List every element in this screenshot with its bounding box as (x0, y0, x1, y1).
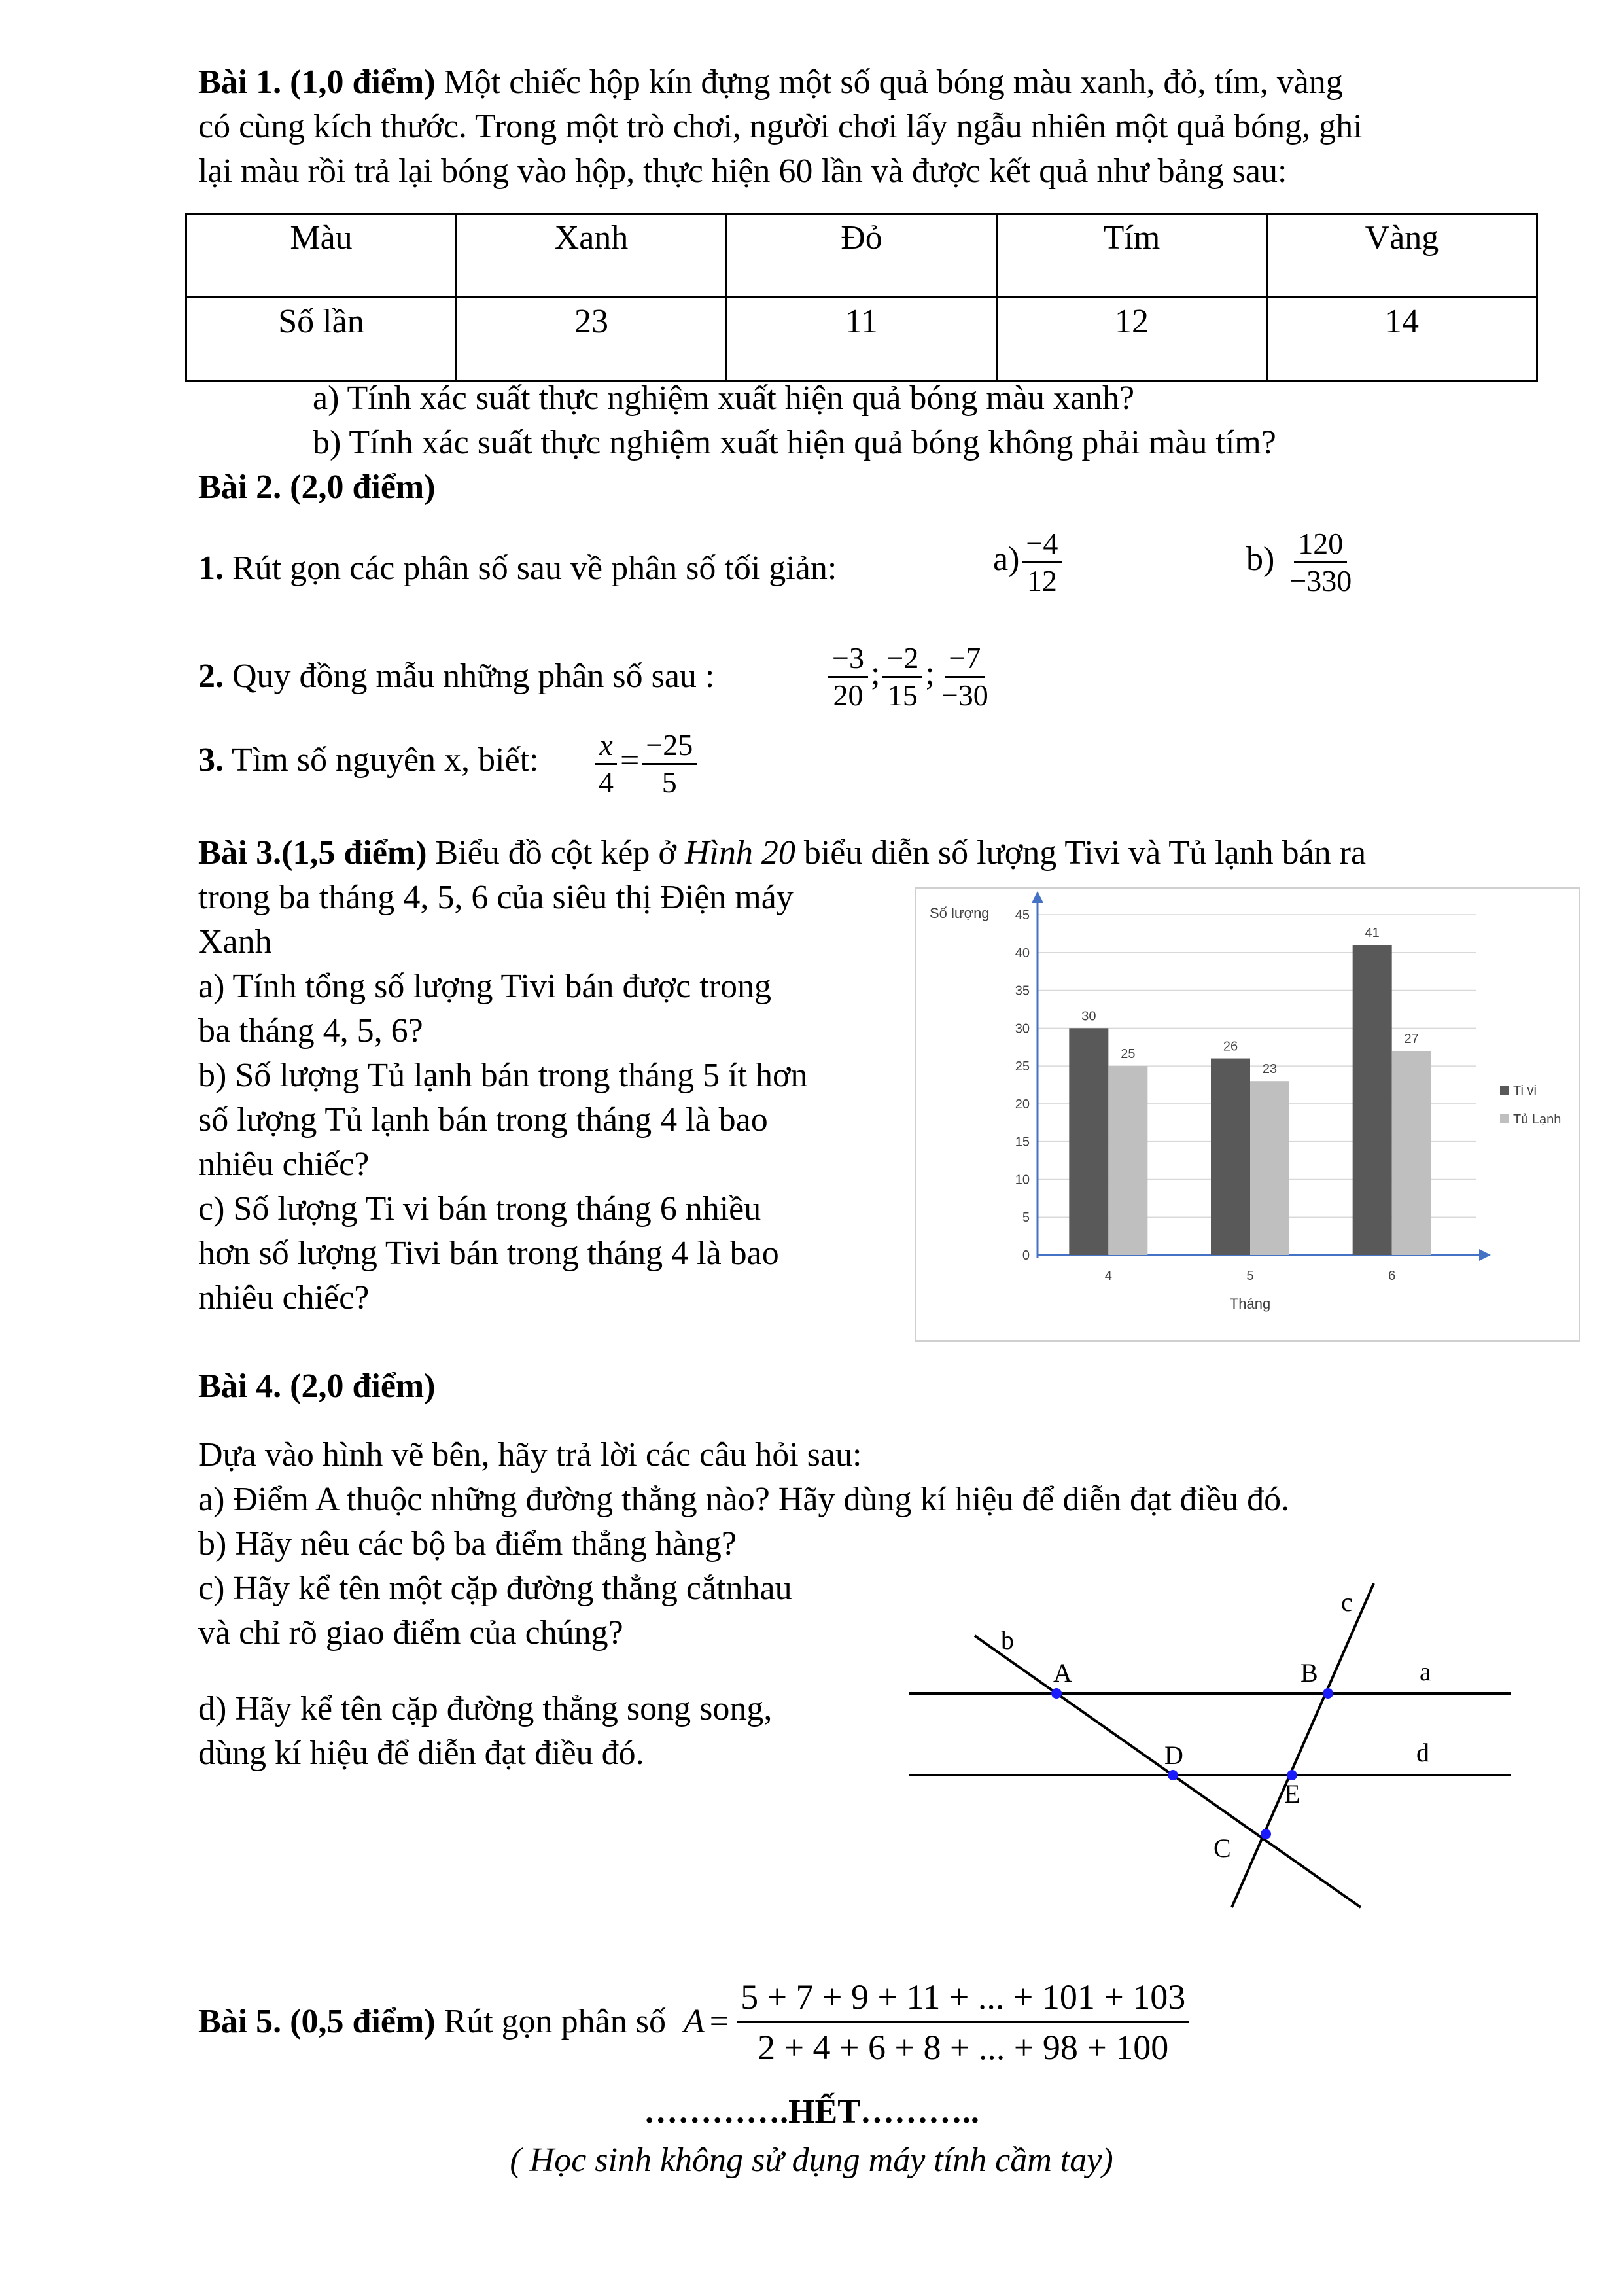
bai3-line: nhiêu chiếc? (198, 1146, 370, 1183)
bai1-table (185, 213, 1538, 382)
x-tick-label: 5 (1246, 1269, 1254, 1283)
y-tick-label: 20 (1015, 1097, 1030, 1112)
point-B (1323, 1688, 1333, 1699)
y-tick-label: 5 (1022, 1210, 1030, 1226)
bai1-line1 (198, 60, 1343, 105)
bai2-q1b-label: b) (1246, 540, 1275, 578)
chart-svg (916, 889, 1579, 1340)
label-D: D (1164, 1740, 1183, 1770)
bai2-heading: Bài 2. (2,0 điểm) (198, 468, 436, 506)
x-tick-label: 6 (1388, 1269, 1396, 1283)
legend-label: Ti vi (1513, 1084, 1537, 1098)
fraction (937, 641, 992, 713)
bai2-q2-text: Quy đồng mẫu những phân số sau : (224, 658, 715, 695)
x-axis-arrow (1479, 1249, 1491, 1261)
legend-swatch (1500, 1086, 1509, 1095)
bai2-q1 (198, 546, 837, 591)
bai4-question-a: a) Điểm A thuộc những đường thẳng nào? Hãy dùng kí hiệu để diễn đạt điều đó. (198, 1481, 1290, 1518)
bai5-fraction (737, 1973, 1189, 2072)
y-tick-label: 30 (1015, 1021, 1030, 1036)
table-cell: 12 (997, 298, 1267, 381)
bai3-intro-2: biểu diễn số lượng Tivi và Tủ lạnh bán ra (795, 834, 1367, 872)
bai1-question-b: b) Tính xác suất thực nghiệm xuất hiện quả bóng không phải màu tím? (313, 424, 1276, 461)
table-cell: 23 (457, 298, 727, 381)
fraction (1022, 526, 1062, 599)
y-axis-arrow (1032, 891, 1043, 903)
table-cell: Tím (997, 214, 1267, 298)
bar (1250, 1081, 1289, 1255)
bai2-q1-num: 1. (198, 550, 224, 587)
y-tick-label: 45 (1015, 908, 1030, 923)
bai2-q1-text: Rút gọn các phân số sau về phân số tối giản: (224, 550, 837, 587)
bai3-line: a) Tính tổng số lượng Tivi bán được trong (198, 968, 771, 1005)
bai1-text1: Một chiếc hộp kín đựng một số quả bóng màu xanh, đỏ, tím, vàng (435, 63, 1343, 101)
table-row (186, 298, 1537, 381)
bai3-line: hơn số lượng Tivi bán trong tháng 4 là bao (198, 1235, 779, 1272)
bar (1211, 1059, 1250, 1255)
y-tick-label: 0 (1022, 1248, 1030, 1263)
fraction (1285, 526, 1355, 599)
bai3-heading: Bài 3.(1,5 điểm) (198, 834, 427, 872)
bai2-q2-num: 2. (198, 658, 224, 695)
data-label: 26 (1223, 1039, 1238, 1054)
data-label: 30 (1081, 1009, 1096, 1024)
label-b: b (1001, 1625, 1014, 1655)
bai3-intro-1: Biểu đồ cột kép ở (427, 834, 685, 872)
bai3-line: c) Số lượng Ti vi bán trong tháng 6 nhiều (198, 1190, 761, 1227)
table-cell: 14 (1267, 298, 1537, 381)
label-d: d (1416, 1738, 1429, 1767)
point-D (1168, 1770, 1178, 1780)
fraction (642, 728, 697, 800)
bai1-line3: lại màu rồi trả lại bóng vào hộp, thực hiện 60 lần và được kết quả như bảng sau: (198, 152, 1287, 190)
line-c (1232, 1583, 1374, 1907)
y-tick-label: 40 (1015, 945, 1030, 961)
y-tick-label: 15 (1015, 1135, 1030, 1150)
bai2-q1a-label: a) (993, 540, 1020, 578)
bar (1392, 1051, 1431, 1255)
bai1-line2: có cùng kích thước. Trong một trò chơi, người chơi lấy ngẫu nhiên một quả bóng, ghi (198, 108, 1363, 145)
denominator: 4 (599, 765, 614, 799)
bai4-question-d1: d) Hãy kể tên cặp đường thẳng song song, (198, 1690, 773, 1727)
bai5-text: Rút gọn phân số (435, 2003, 674, 2040)
label-B: B (1300, 1658, 1318, 1687)
numerator: −2 (882, 641, 922, 678)
bar (1108, 1066, 1147, 1255)
equals-sign: = (620, 742, 640, 779)
numerator: −4 (1022, 526, 1062, 563)
data-label: 23 (1262, 1062, 1278, 1077)
bai4-intro: Dựa vào hình vẽ bên, hãy trả lời các câu hỏi sau: (198, 1436, 862, 1474)
fraction (828, 641, 868, 713)
bai4-question-c1: c) Hãy kể tên một cặp đường thẳng cắtnhau (198, 1570, 792, 1607)
label-C: C (1213, 1833, 1231, 1863)
table-cell: Đỏ (727, 214, 997, 298)
bai3-line: b) Số lượng Tủ lạnh bán trong tháng 5 ít hơn (198, 1057, 808, 1094)
y-tick-label: 35 (1015, 983, 1030, 998)
bai3-figure-ref: Hình 20 (684, 834, 795, 872)
denominator: 15 (887, 678, 918, 712)
geometry-svg (909, 1583, 1531, 1911)
bai3-line: Xanh (198, 923, 272, 961)
data-label: 25 (1121, 1047, 1136, 1062)
bai5 (198, 1969, 1192, 2074)
bai3-line: số lượng Tủ lạnh bán trong tháng 4 là bao (198, 1101, 768, 1139)
bai1-question-a: a) Tính xác suất thực nghiệm xuất hiện quả bóng màu xanh? (313, 380, 1135, 417)
denominator: 2 + 4 + 6 + 8 + ... + 98 + 100 (758, 2027, 1169, 2067)
separator: ; (870, 655, 881, 692)
legend-swatch (1500, 1114, 1509, 1123)
numerator: x (595, 728, 616, 765)
bai5-var: A (683, 2003, 705, 2040)
separator: ; (925, 655, 935, 692)
denominator: 12 (1026, 563, 1057, 597)
bai4-question-d2: dùng kí hiệu để diễn đạt điều đó. (198, 1735, 644, 1772)
x-axis-label: Tháng (1229, 1296, 1271, 1312)
label-A: A (1053, 1658, 1072, 1687)
y-axis-label: Số lượng (930, 905, 990, 921)
label-c: c (1341, 1587, 1353, 1617)
bai4-question-b: b) Hãy nêu các bộ ba điểm thẳng hàng? (198, 1525, 737, 1563)
bai3-intro (198, 831, 1366, 875)
table-cell: Xanh (457, 214, 727, 298)
point-A (1051, 1688, 1062, 1699)
fraction (595, 728, 618, 800)
point-C (1261, 1829, 1271, 1839)
bai4-heading: Bài 4. (2,0 điểm) (198, 1368, 436, 1405)
bai2-q1a (993, 523, 1064, 599)
numerator: 5 + 7 + 9 + 11 + ... + 101 + 103 (737, 1973, 1189, 2023)
denominator: 5 (661, 765, 677, 799)
bar-chart (915, 887, 1580, 1342)
bai4-question-c2: và chỉ rõ giao điểm của chúng? (198, 1614, 623, 1651)
end-marker: ………….HẾT……….. (644, 2093, 979, 2130)
bai3-line: trong ba tháng 4, 5, 6 của siêu thị Điện máy (198, 879, 794, 916)
footer-note: ( Học sinh không sử dụng máy tính cầm tay) (510, 2142, 1113, 2179)
y-tick-label: 25 (1015, 1059, 1030, 1074)
data-label: 41 (1365, 926, 1380, 941)
x-tick-label: 4 (1104, 1269, 1112, 1283)
numerator: −7 (945, 641, 985, 678)
fraction (882, 641, 922, 713)
table-cell: 11 (727, 298, 997, 381)
denominator: −330 (1289, 563, 1352, 597)
bai2-q1b (1246, 523, 1358, 599)
bai3-line: nhiêu chiếc? (198, 1279, 370, 1316)
equals-sign: = (709, 2003, 729, 2040)
bai2-q2-fractions (826, 638, 995, 713)
numerator: 120 (1294, 526, 1347, 563)
denominator: −30 (941, 678, 988, 712)
y-tick-label: 10 (1015, 1173, 1030, 1188)
table-row (186, 214, 1537, 298)
numerator: −3 (828, 641, 868, 678)
table-cell: Vàng (1267, 214, 1537, 298)
bai3-line: ba tháng 4, 5, 6? (198, 1012, 423, 1050)
bai2-q3-num: 3. (198, 741, 224, 779)
data-label: 27 (1404, 1032, 1419, 1046)
label-a: a (1420, 1657, 1431, 1686)
table-cell: Màu (186, 214, 457, 298)
denominator: 20 (833, 678, 864, 712)
bai1-heading: Bài 1. (1,0 điểm) (198, 63, 436, 101)
bar (1069, 1028, 1108, 1255)
geometry-figure (909, 1583, 1531, 1911)
bai2-q3-equation (592, 725, 699, 800)
bai2-q3-text: Tìm số nguyên x, biết: (224, 741, 539, 779)
bai2-q3 (198, 738, 538, 783)
table-cell: Số lần (186, 298, 457, 381)
bai5-heading: Bài 5. (0,5 điểm) (198, 2003, 436, 2040)
bar (1353, 945, 1392, 1255)
bai2-q2 (198, 654, 714, 699)
label-E: E (1284, 1779, 1300, 1809)
numerator: −25 (642, 728, 697, 765)
legend-label: Tủ Lạnh (1513, 1112, 1562, 1127)
